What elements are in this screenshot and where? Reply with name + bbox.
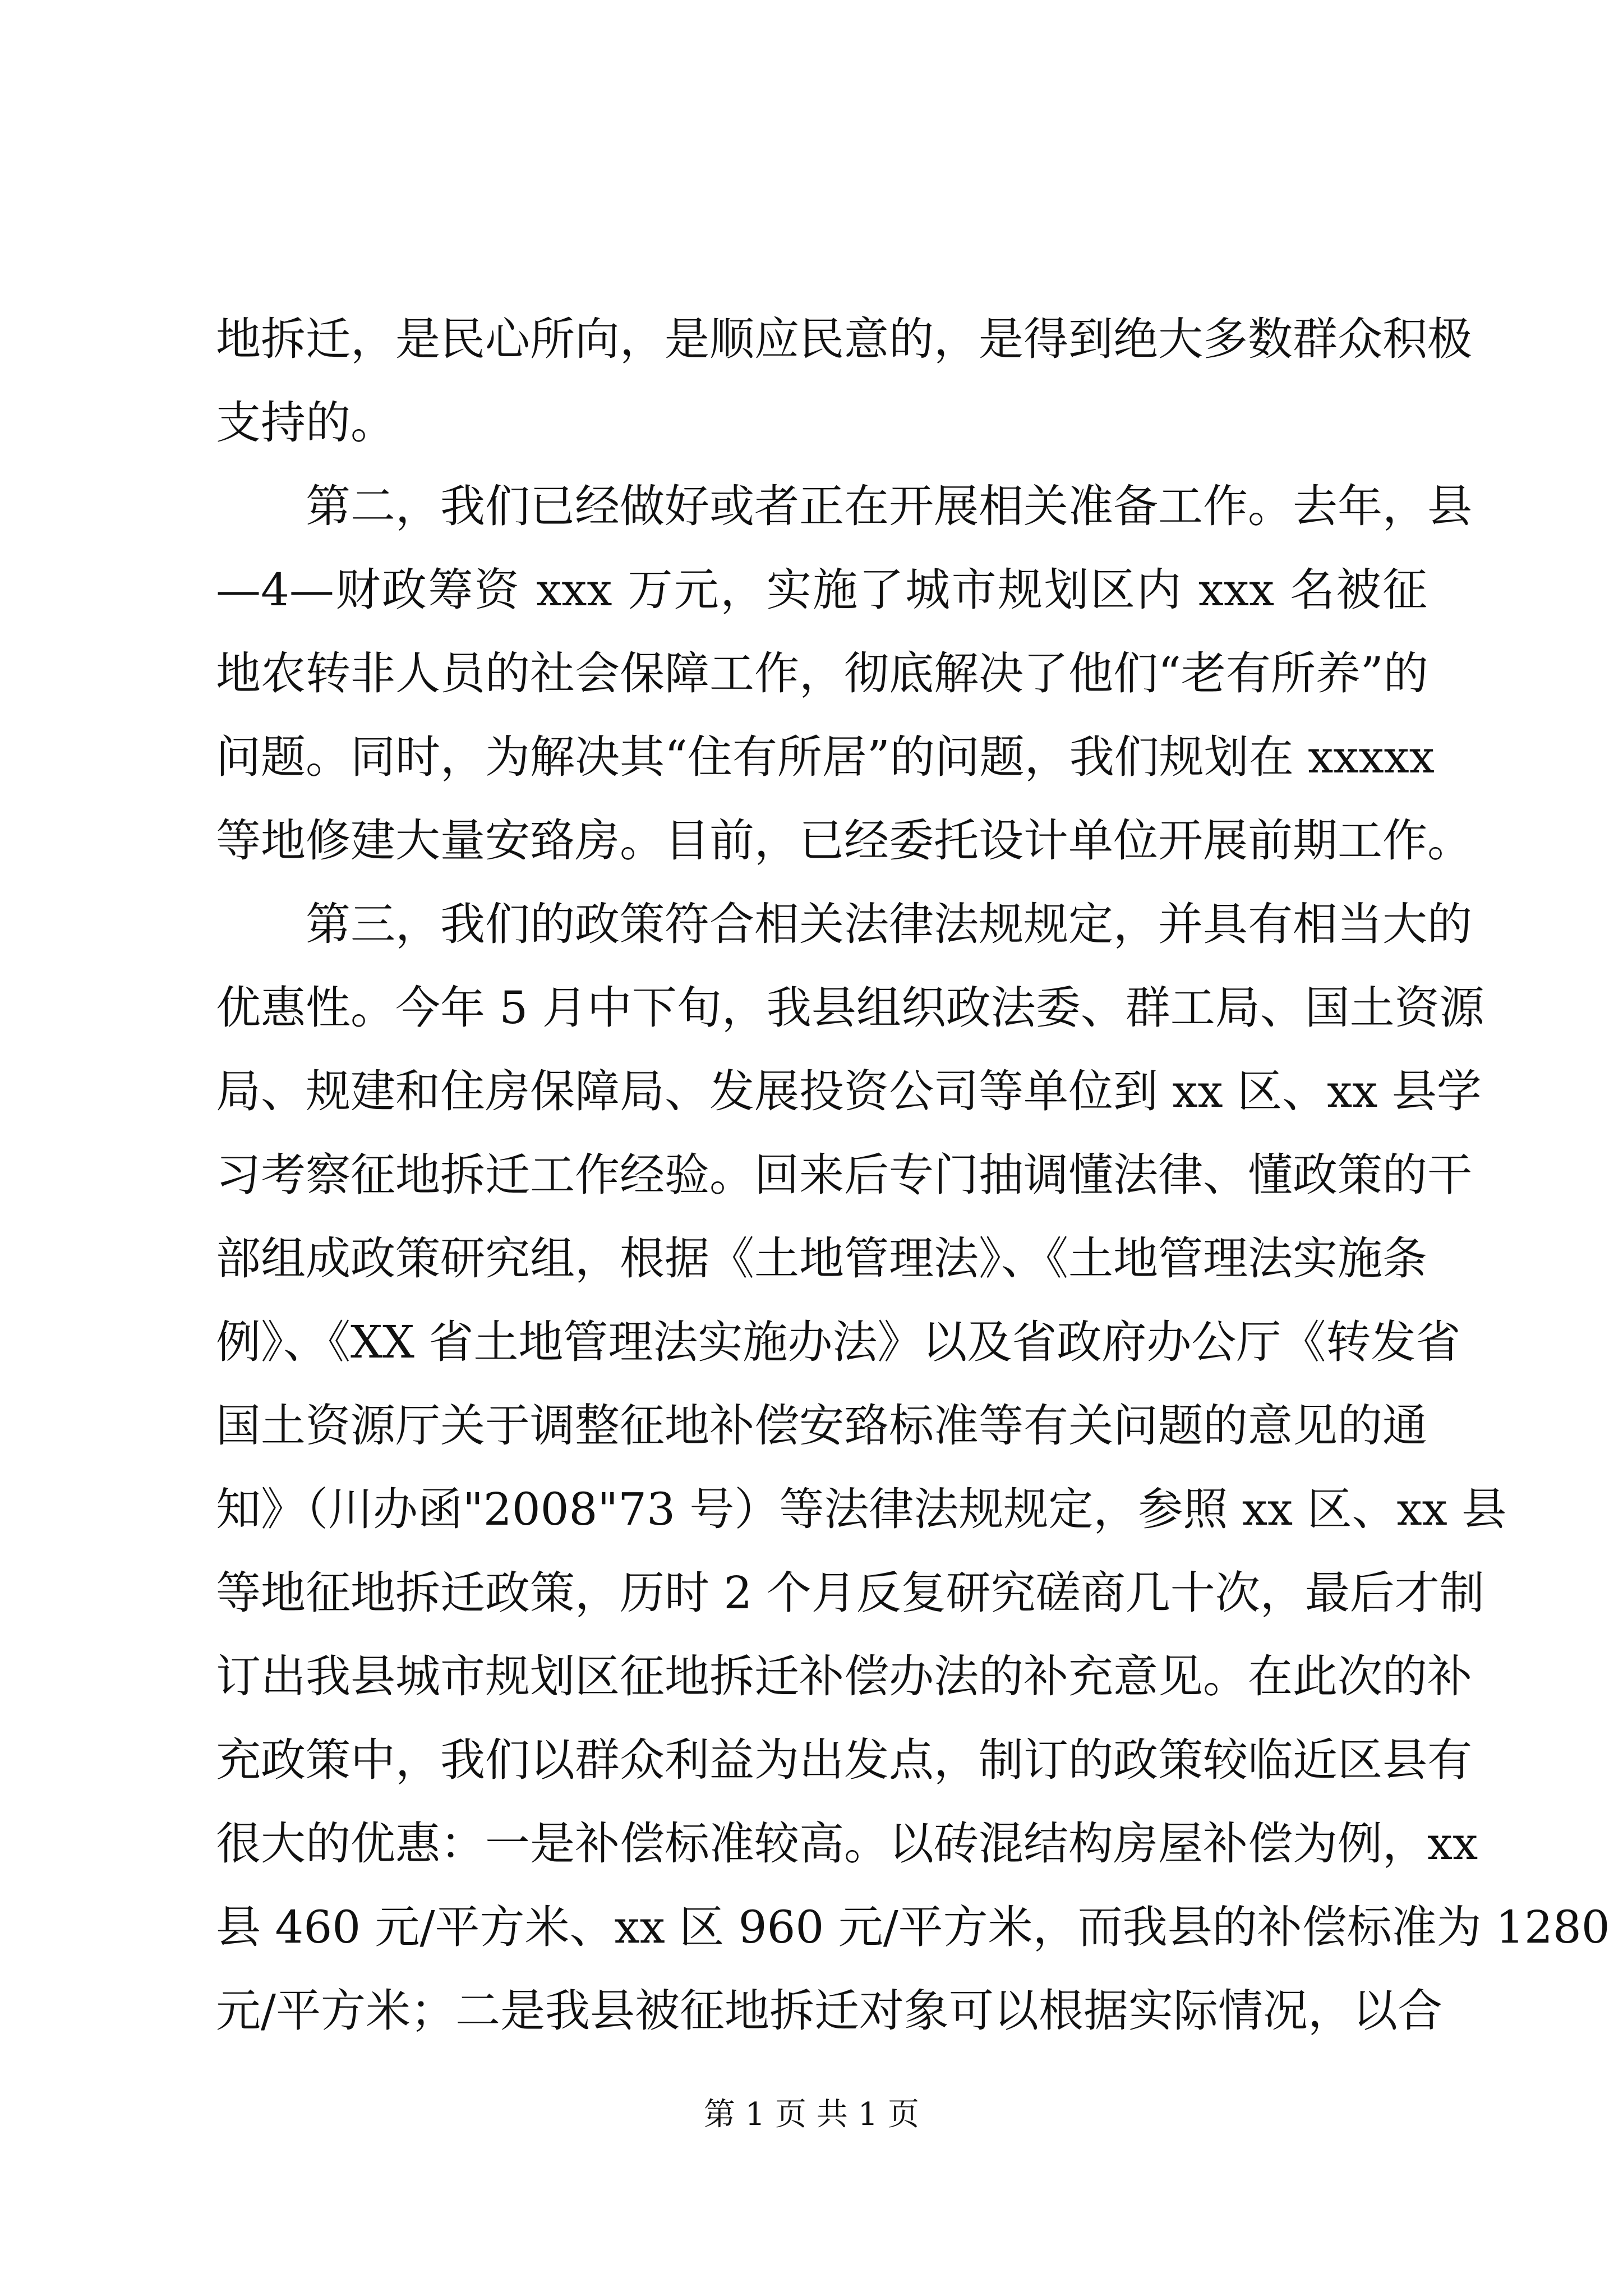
text-line: 知》（川办函"2008"73 号）等法律法规规定，参照 xx 区、xx 县 — [216, 1483, 1507, 1535]
text-line: 例》、《XX 省土地管理法实施办法》以及省政府办公厅《转发省 — [216, 1316, 1461, 1368]
text-line: 充政策中，我们以群众利益为出发点，制订的政策较临近区县有 — [216, 1734, 1472, 1786]
text-line: 等地征地拆迁政策，历时 2 个月反复研究磋商几十次，最后才制 — [216, 1567, 1484, 1619]
text-line: 订出我县城市规划区征地拆迁补偿办法的补充意见。在此次的补 — [216, 1650, 1472, 1703]
text-line: 习考察征地拆迁工作经验。回来后专门抽调懂法律、懂政策的干 — [216, 1149, 1472, 1201]
text-line: —4—财政筹资 xxx 万元，实施了城市规划区内 xxx 名被征 — [216, 564, 1427, 616]
paragraph-first-line: 第二，我们已经做好或者正在开展相关准备工作。去年，县 — [306, 480, 1472, 532]
text-line: 国土资源厅关于调整征地补偿安臵标准等有关问题的意见的通 — [216, 1400, 1427, 1452]
text-line: 支持的。 — [216, 397, 395, 449]
text-line: 元/平方米；二是我县被征地拆迁对象可以根据实际情况，以合 — [216, 1985, 1442, 2037]
page-number-footer: 第 1 页 共 1 页 — [703, 2096, 920, 2133]
document-body — [216, 297, 1610, 2053]
text-line: 地农转非人员的社会保障工作，彻底解决了他们“老有所养”的 — [216, 647, 1428, 700]
text-line: 地拆迁，是民心所向，是顺应民意的，是得到绝大多数群众积极 — [216, 313, 1472, 365]
text-line: 等地修建大量安臵房。目前，已经委托设计单位开展前期工作。 — [216, 815, 1472, 867]
text-line: 县 460 元/平方米、xx 区 960 元/平方米，而我县的补偿标准为 1280 — [216, 1901, 1610, 1953]
text-line: 部组成政策研究组，根据《土地管理法》、《土地管理法实施条 — [216, 1232, 1427, 1285]
text-line: 局、规建和住房保障局、发展投资公司等单位到 xx 区、xx 县学 — [216, 1065, 1482, 1117]
text-line: 很大的优惠：一是补偿标准较高。以砖混结构房屋补偿为例，xx — [216, 1818, 1478, 1870]
text-line: 问题。同时，为解决其“住有所居”的问题，我们规划在 xxxxx — [216, 731, 1435, 783]
text-line: 优惠性。今年 5 月中下旬，我县组织政法委、群工局、国土资源 — [216, 982, 1484, 1034]
paragraph-first-line: 第三，我们的政策符合相关法律法规规定，并具有相当大的 — [306, 898, 1472, 950]
